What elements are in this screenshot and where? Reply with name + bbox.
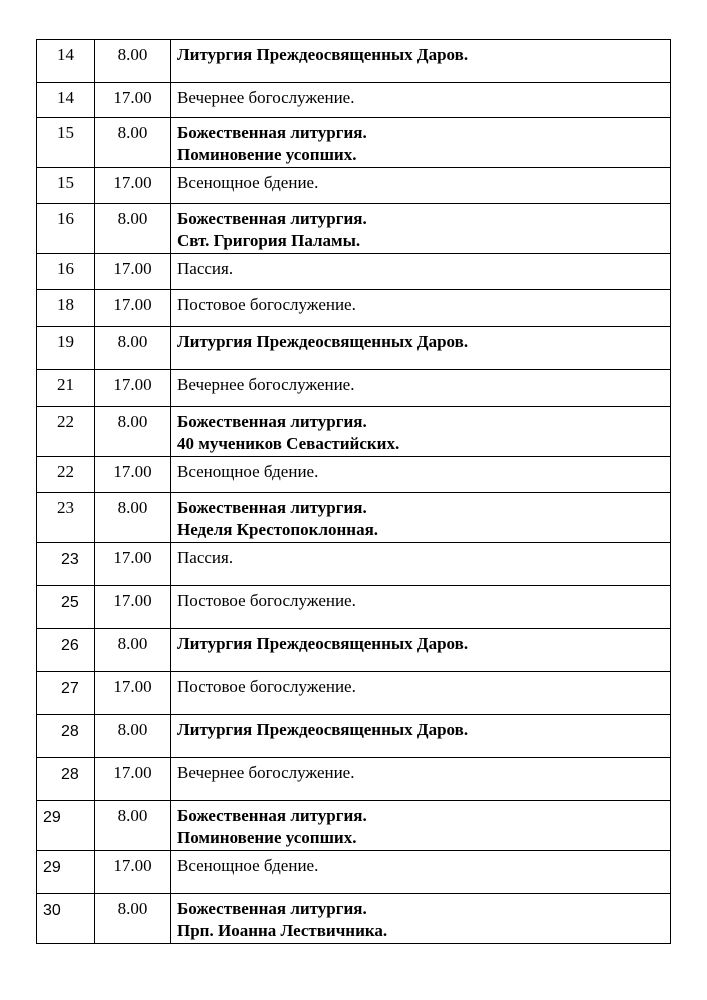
day-cell: 15 (37, 118, 95, 168)
day-cell: 22 (37, 407, 95, 457)
service-line: Божественная литургия. (177, 209, 367, 228)
schedule-row (37, 493, 671, 543)
service-line: Литургия Преждеосвященных Даров. (177, 332, 469, 351)
schedule-row (37, 118, 671, 168)
service-line: Всенощное бдение. (177, 856, 319, 875)
schedule-row (37, 83, 671, 118)
day-cell: 27 (37, 672, 95, 715)
day-cell: 30 (37, 894, 95, 944)
time-cell: 17.00 (95, 168, 171, 204)
day-cell: 29 (37, 851, 95, 894)
service-line: Всенощное бдение. (177, 462, 319, 481)
schedule-row (37, 758, 671, 801)
service-line: Божественная литургия. (177, 806, 367, 825)
day-cell: 22 (37, 457, 95, 493)
schedule-row (37, 715, 671, 758)
day-cell: 18 (37, 290, 95, 327)
time-cell: 8.00 (95, 40, 171, 83)
time-cell: 17.00 (95, 83, 171, 118)
day-cell: 28 (37, 758, 95, 801)
service-line: Божественная литургия. (177, 899, 367, 918)
service-line: Постовое богослужение. (177, 295, 356, 314)
service-cell (171, 407, 671, 457)
schedule-row (37, 851, 671, 894)
time-cell: 8.00 (95, 327, 171, 370)
time-cell: 8.00 (95, 894, 171, 944)
time-cell: 8.00 (95, 629, 171, 672)
service-cell (171, 83, 671, 118)
time-cell: 17.00 (95, 758, 171, 801)
time-cell: 8.00 (95, 801, 171, 851)
day-cell: 25 (37, 586, 95, 629)
service-line: Поминовение усопших. (177, 828, 357, 847)
schedule-row (37, 629, 671, 672)
day-cell: 21 (37, 370, 95, 407)
service-line: Свт. Григория Паламы. (177, 231, 361, 250)
service-line: Литургия Преждеосвященных Даров. (177, 45, 469, 64)
service-cell (171, 370, 671, 407)
day-cell: 15 (37, 168, 95, 204)
time-cell: 8.00 (95, 407, 171, 457)
time-cell: 8.00 (95, 493, 171, 543)
day-cell: 19 (37, 327, 95, 370)
service-cell (171, 168, 671, 204)
time-cell: 17.00 (95, 672, 171, 715)
schedule-row (37, 457, 671, 493)
service-line: Поминовение усопших. (177, 145, 357, 164)
time-cell: 17.00 (95, 370, 171, 407)
service-cell (171, 851, 671, 894)
service-line: Постовое богослужение. (177, 677, 356, 696)
service-cell (171, 254, 671, 290)
schedule-row (37, 327, 671, 370)
day-cell: 26 (37, 629, 95, 672)
time-cell: 17.00 (95, 851, 171, 894)
schedule-row (37, 894, 671, 944)
service-cell (171, 586, 671, 629)
service-line: Пассия. (177, 548, 234, 567)
schedule-row (37, 370, 671, 407)
service-cell (171, 894, 671, 944)
day-cell: 28 (37, 715, 95, 758)
service-line: Божественная литургия. (177, 498, 367, 517)
service-cell (171, 543, 671, 586)
time-cell: 8.00 (95, 715, 171, 758)
time-cell: 17.00 (95, 254, 171, 290)
service-cell (171, 118, 671, 168)
day-cell: 29 (37, 801, 95, 851)
service-line: Пассия. (177, 259, 234, 278)
schedule-row (37, 290, 671, 327)
schedule-row (37, 168, 671, 204)
time-cell: 8.00 (95, 118, 171, 168)
service-line: Божественная литургия. (177, 123, 367, 142)
service-line: Божественная литургия. (177, 412, 367, 431)
service-line: Вечернее богослужение. (177, 88, 355, 107)
day-cell: 14 (37, 40, 95, 83)
service-line: Прп. Иоанна Лествичника. (177, 921, 388, 940)
schedule-table (36, 39, 671, 944)
service-cell (171, 758, 671, 801)
schedule-row (37, 407, 671, 457)
time-cell: 17.00 (95, 457, 171, 493)
schedule-row (37, 543, 671, 586)
service-line: Литургия Преждеосвященных Даров. (177, 720, 469, 739)
schedule-row (37, 254, 671, 290)
service-line: Вечернее богослужение. (177, 375, 355, 394)
service-cell (171, 327, 671, 370)
service-cell (171, 457, 671, 493)
time-cell: 17.00 (95, 543, 171, 586)
schedule-row (37, 672, 671, 715)
day-cell: 14 (37, 83, 95, 118)
service-cell (171, 672, 671, 715)
service-line: Неделя Крестопоклонная. (177, 520, 379, 539)
time-cell: 17.00 (95, 290, 171, 327)
day-cell: 23 (37, 543, 95, 586)
schedule-row (37, 40, 671, 83)
schedule-row (37, 586, 671, 629)
service-line: Вечернее богослужение. (177, 763, 355, 782)
time-cell: 17.00 (95, 586, 171, 629)
schedule-body (37, 40, 671, 944)
service-cell (171, 493, 671, 543)
schedule-row (37, 204, 671, 254)
service-cell (171, 204, 671, 254)
service-cell (171, 290, 671, 327)
schedule-row (37, 801, 671, 851)
service-line: Постовое богослужение. (177, 591, 356, 610)
service-cell (171, 40, 671, 83)
service-line: Всенощное бдение. (177, 173, 319, 192)
day-cell: 16 (37, 204, 95, 254)
day-cell: 16 (37, 254, 95, 290)
day-cell: 23 (37, 493, 95, 543)
service-cell (171, 715, 671, 758)
service-line: Литургия Преждеосвященных Даров. (177, 634, 469, 653)
service-cell (171, 801, 671, 851)
time-cell: 8.00 (95, 204, 171, 254)
service-line: 40 мучеников Севастийских. (177, 434, 400, 453)
service-cell (171, 629, 671, 672)
